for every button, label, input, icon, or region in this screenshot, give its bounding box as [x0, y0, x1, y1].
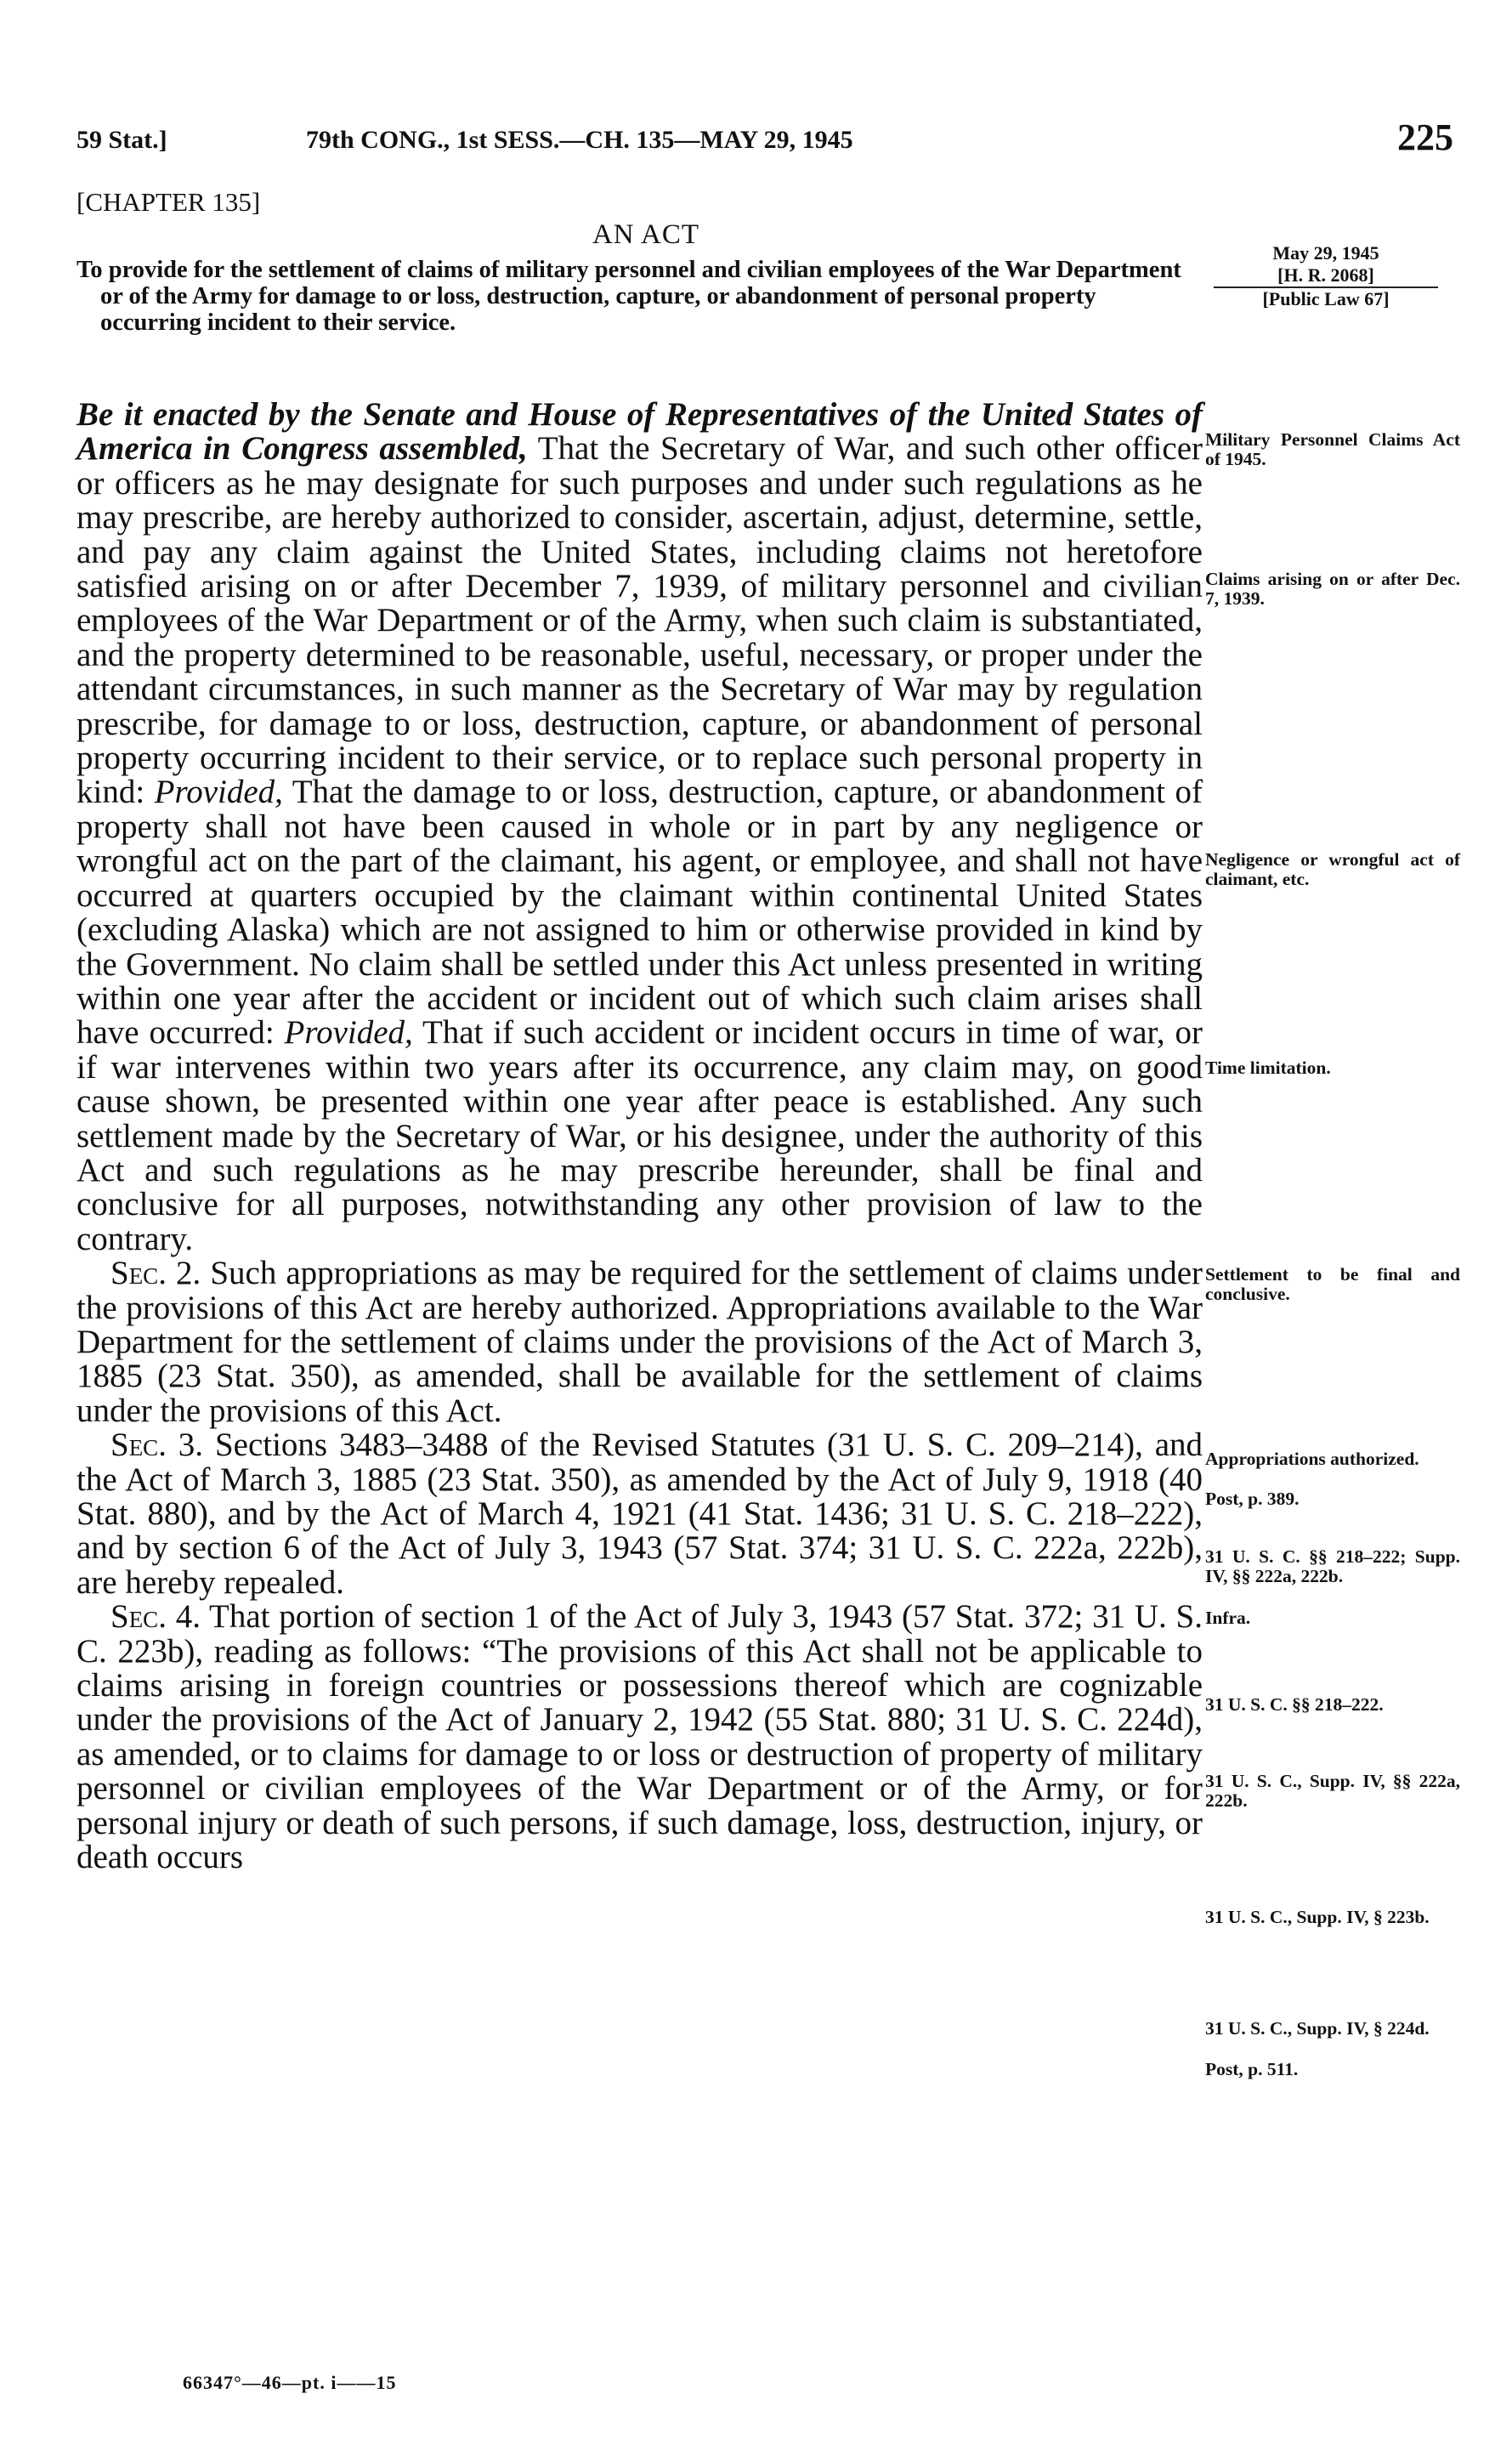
act-purpose [76, 257, 1198, 336]
margin-note-claims-arising: Claims arising on or after Dec. 7, 1939. [1205, 569, 1460, 609]
margin-note-negligence: Negligence or wrongful act of claimant, etc. [1205, 849, 1460, 889]
section-2 [76, 1256, 1203, 1428]
bill-number: [H. R. 2068] [1214, 264, 1438, 288]
running-header [76, 116, 1453, 162]
section-1-text-b: That the damage to or loss, destruction, capture, or abandonment of property shall not have been caused in whole or in part by any negligence or wrongful act on the part of the claimant, his agent, or employee, and shall not have occurred at quarters occupied by the claimant within continental United States (excluding Alaska) which are not assigned to him or otherwise provided in kind by the Government. No claim shall be settled under this Act unless presented in writing within one year after the accident or incident out of which such claim arises shall have occurred: [76, 774, 1203, 1052]
printer-imprint: 66347°—46—pt. i——15 [183, 2372, 397, 2393]
margin-note-settlement-final: Settlement to be final and conclusive. [1205, 1264, 1460, 1304]
enactment-sidebox [1207, 242, 1445, 310]
margin-note-usc-218-supp: 31 U. S. C. §§ 218–222; Supp. IV, §§ 222a, 222b. [1205, 1546, 1460, 1586]
margin-note-infra: Infra. [1205, 1608, 1251, 1628]
header-volume: 59 Stat.] [76, 126, 167, 154]
margin-note-usc-supp-222: 31 U. S. C., Supp. IV, §§ 222a, 222b. [1205, 1771, 1460, 1811]
public-law-number: [Public Law 67] [1262, 288, 1390, 309]
purpose-text: To provide for the settlement of claims of military personnel and civilian employees of the War Department or of the Army for damage to or loss, destruction, capture, or abandonment of personal property occurring incident to their service. [76, 257, 1181, 336]
proviso-2: Provided, [284, 1014, 413, 1052]
proviso-1: Provided, [154, 774, 283, 811]
section-3-text: Sections 3483–3488 of the Revised Statutes (31 U. S. C. 209–214), and the Act of March 3, 1885 (23 Stat. 350), as amended by the Act of July 9, 1918 (40 Stat. 880), and by the Act of March 4, 1921 (41 Stat. 1436; 31 U. S. C. 218–222), and by section 6 of the Act of July 3, 1943 (57 Stat. 374; 31 U. S. C. 222a, 222b), are hereby repealed. [76, 1427, 1203, 1601]
margin-note-usc-218-222: 31 U. S. C. §§ 218–222. [1205, 1694, 1384, 1715]
margin-note-post-511: Post, p. 511. [1205, 2059, 1299, 2079]
section-4-label: Sec. 4. [110, 1598, 201, 1636]
margin-note-appropriations: Appropriations authorized. [1205, 1449, 1419, 1469]
section-1 [76, 398, 1203, 1256]
margin-note-time-limitation: Time limitation. [1205, 1058, 1331, 1078]
section-4-text: That portion of section 1 of the Act of July 3, 1943 (57 Stat. 372; 31 U. S. C. 223b), reading as follows: “The provisions of this Act shall not be applicable to claims arising in foreign countries or possessions thereof which are cognizable under the provisions of the Act of January 2, 1942 (55 Stat. 880; 31 U. S. C. 224d), as amended, or to claims for damage to or loss or destruction of property of military personnel or civilian employees of the War Department or of the Army, or for personal injury or death of such persons, if such damage, loss, destruction, injury, or death occurs [76, 1598, 1203, 1876]
margin-note-short-title: Military Personnel Claims Act of 1945. [1205, 429, 1460, 469]
act-title: AN ACT [592, 219, 700, 250]
enactment-date: May 29, 1945 [1272, 242, 1379, 264]
section-1-text-c: That if such accident or incident occurs in time of war, or if war intervenes within two years after its occurrence, any claim may, on good cause shown, be presented within one year after peace is established. Any such settlement made by the Secretary of War, or his designee, under the authority of this Act and such regulations as he may prescribe hereunder, shall be final and conclusive for all purposes, notwithstanding any other provision of law to the contrary. [76, 1014, 1203, 1257]
act-body [76, 398, 1203, 1875]
section-3-label: Sec. 3. [110, 1427, 204, 1464]
section-2-label: Sec. 2. [110, 1255, 201, 1292]
section-3 [76, 1428, 1203, 1600]
enacting-clause: Be it enacted by the Senate and House of Representatives of the United States of America in Congress assembled, [76, 396, 1203, 468]
margin-note-usc-supp-223b: 31 U. S. C., Supp. IV, § 223b. [1205, 1907, 1430, 1927]
section-1-text-a: That the Secretary of War, and such other officer or officers as he may designate for such purposes and under such regulations as he may prescribe, are hereby authorized to consider, ascertain, adjust, determine, settle, and pay any claim against the United States, including claims not heretofore satisfied arising on or after December 7, 1939, of military personnel and civilian employees of the War Department or of the Army, when such claim is substantiated, and the property determined to be reasonable, useful, necessary, or proper under the attendant circumstances, in such manner as the Secretary of War may by regulation prescribe, for damage to or loss, destruction, capture, or abandonment of personal property occurring incident to their service, or to replace such personal property in kind: [76, 430, 1203, 811]
chapter-label: [CHAPTER 135] [76, 187, 261, 217]
section-2-text: Such appropriations as may be required for the settlement of claims under the provisions of this Act are hereby authorized. Appropriations available to the War Department for the settlement of claims under the provisions of the Act of March 3, 1885 (23 Stat. 350), as amended, shall be available for the settlement of claims under the provisions of this Act. [76, 1255, 1203, 1429]
header-session: 79th CONG., 1st SESS.—CH. 135—MAY 29, 1945 [306, 126, 853, 154]
section-4 [76, 1600, 1203, 1875]
margin-note-usc-supp-224d: 31 U. S. C., Supp. IV, § 224d. [1205, 2018, 1430, 2039]
page-number: 225 [1397, 116, 1453, 158]
margin-note-post-389: Post, p. 389. [1205, 1489, 1300, 1509]
